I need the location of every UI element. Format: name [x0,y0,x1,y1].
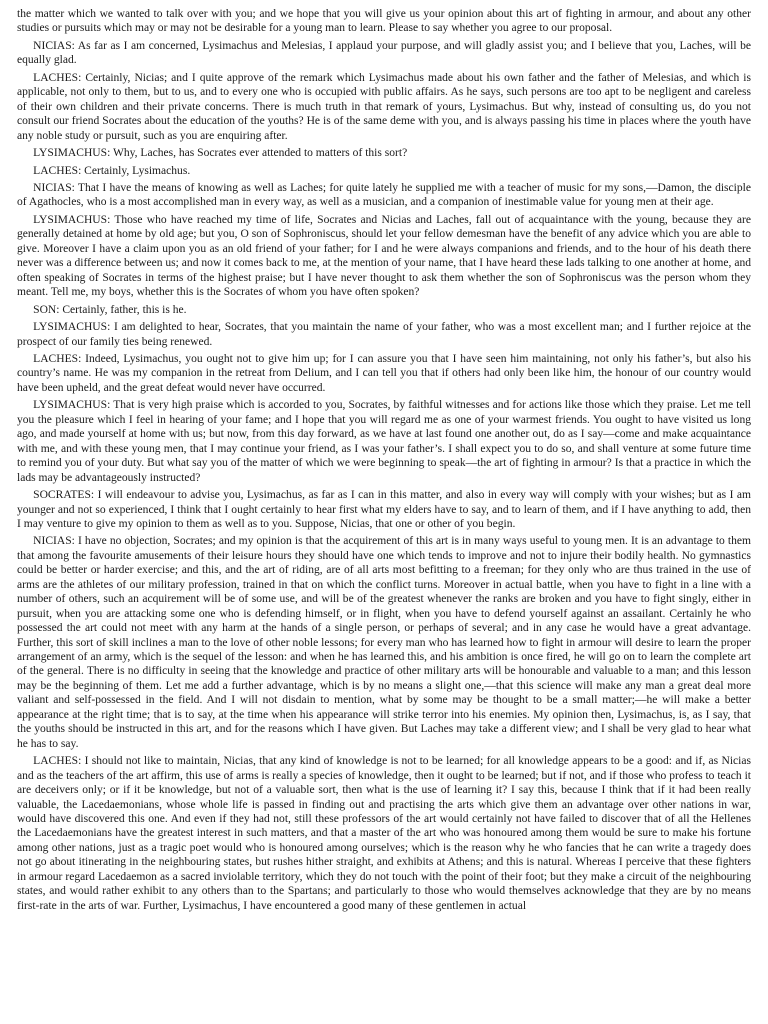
speaker-name: LYSIMACHUS: [33,147,111,160]
speaker-name: LACHES: [33,352,82,365]
paragraph-text: That I have the means of knowing as well as Laches; for quite lately he supplied me with a teacher of music for my sons,—Damon, the disciple of Agathocles, who is a most accomplished man in every way, as well as a musician, and a companion of inestimable value for young men at their age. [17,181,751,209]
paragraph-text: I will endeavour to advise you, Lysimachus, as far as I can in this matter, and also in every way will comply with your wishes; but as I am younger and not so experienced, I think that I ought certainly to hear first what my elders have to say, and to learn of them, and if I have anything to add, then I may venture to give my opinion to them as well as to you. Suppose, Nicias, that one or other of you begin. [17,489,752,530]
dialogue-paragraph [17,39,751,68]
dialogue-paragraph [17,164,751,178]
dialogue-paragraph [17,754,751,913]
dialogue-paragraph [17,352,751,395]
paragraph-text: Those who have reached my time of life, Socrates and Nicias and Laches, fall out of acquaintance with the young, because they are generally detained at home by old age; but you, O son of Sophroniscus, should let your fellow demesman have the benefit of any advice which you are able to give. Moreover I have a claim upon you as an old friend of your father; for I and he were always companions and friends, and to the hour of his death there never was a difference between us; and now it comes back to me, at the mention of your name, that I have heard these lads talking to one another at home, and often speaking of Socrates in terms of the highest praise; but I have never thought to ask them whether the son of Sophroniscus was the person whom they meant. Tell me, my boys, whether this is the Socrates of whom you have often spoken? [17,213,751,299]
paragraph-text: the matter which we wanted to talk over with you; and we hope that you will give us your opinion about this art of fighting in armour, and about any other studies or pursuits which may or may not be desirable for a young man to learn. Please to say whether you agree to our proposal. [17,8,751,35]
dialogue-paragraph [17,398,751,485]
dialogue-paragraph [17,320,751,349]
speaker-name: NICIAS: [33,39,75,52]
speaker-name: NICIAS: [33,535,75,548]
speaker-name: LACHES: [33,755,82,768]
speaker-name: LYSIMACHUS: [33,321,111,334]
dialogue-paragraph [17,303,751,317]
dialogue-paragraph [17,213,751,300]
dialogue-paragraph [17,181,751,210]
paragraph-text: As far as I am concerned, Lysimachus and Melesias, I applaud your purpose, and will gladly assist you; and I believe that you, Laches, will be equally glad. [17,39,752,67]
dialogue-paragraph [17,534,751,751]
paragraph-text: Certainly, Lysimachus. [84,164,191,177]
paragraph-text: I should not like to maintain, Nicias, that any kind of knowledge is not to be learned; for all knowledge appears to be a good: and if, as Nicias and as the teachers of the art affirm, this use of arms is really a species of knowledge, then it ought to be learned; but if not, and if those who profess to teach it are deceivers only; or if it be knowledge, but not of a valuable sort, then what is the use of learning it? I say this, because I think that if it had been really valuable, the Lacedaemonians, whose whole life is passed in finding out and practising the arts which give them an advantage over other nations in war, would have discovered this one. And even if they had not, still these professors of the art would certainly not have failed to discover that of all the Hellenes the Lacedaemonians have the greatest interest in such matters, and that a master of the art who was honoured among them would be sure to make his fortune among other nations, just as a tragic poet would who is honoured among ourselves; which is the reason why he who fancies that he can write a tragedy does not go about itinerating in the neighbouring states, but rushes hither straight, and exhibits at Athens; and this is natural. Whereas I perceive that these fighters in armour regard Lacedaemon as a sacred inviolable territory, which they do not touch with the point of their foot; but they make a circuit of the neighbouring states, and would rather exhibit to any others than to the Spartans; and particularly to those who would themselves acknowledge that they are by no means first-rate in the arts of war. Further, Lysimachus, I have encountered a good many of these gentlemen in actual [17,755,751,912]
paragraph-text: That is very high praise which is accorded to you, Socrates, by faithful witnesses and for actions like those which they praise. Let me tell you the pleasure which I feel in hearing of your fame; and I hope that you will regard me as one of your warmest friends. You ought to have visited us long ago, and made yourself at home with us; but now, from this day forward, as we have at last found one another out, do as I say—come and make acquaintance with me, and with these young men, that I may continue your friend, as I was your father’s. I shall expect you to do so, and shall venture at some future time to remind you of your duty. But what say you of the matter of which we were beginning to speak—the art of fighting in armour? Is that a practice in which the lads may be advantageously instructed? [17,399,751,484]
paragraph-text: Why, Laches, has Socrates ever attended to matters of this sort? [112,147,408,160]
paragraph-text: Certainly, father, this is he. [62,303,187,316]
speaker-name: LACHES: [33,164,82,177]
speaker-name: LYSIMACHUS: [33,213,111,226]
speaker-name: LACHES: [33,71,82,84]
paragraph-text: I have no objection, Socrates; and my opinion is that the acquirement of this art is in many ways useful to young men. It is an advantage to them that among the favourite amusements of their leisure hours they should have one which tends to improve and not to injure their bodily health. No gymnastics could be better or harder exercise; and this, and the art of riding, are of all arts most befitting to a freeman; for they only who are thus trained in the use of arms are the athletes of our military profession, trained in that on which the conflict turns. Moreover in actual battle, when you have to fight in a line with a number of others, such an acquirement will be of some use, and will be of the greatest whenever the ranks are broken and you have to fight singly, either in pursuit, when you are attacking some one who is defending himself, or in flight, when you have to defend yourself against an assailant. Certainly he who possessed the art could not meet with any harm at the hands of a single person, or perhaps of several; and in any case he would have a great advantage. Further, this sort of skill inclines a man to the love of other noble lessons; for every man who has learned how to fight in armour will desire to learn the proper arrangement of an army, which is the sequel of the lesson: and when he has learned this, and his ambition is once fired, he will go on to learn the complete art of the general. There is no difficulty in seeing that the knowledge and practice of other military arts will be honourable and valuable to a man; and this lesson may be the beginning of them. Let me add a further advantage, which is by no means a slight one,—that this science will make any man a great deal more valiant and self-possessed in the field. And I will not disdain to mention, what by some may be thought to be a small matter;—he will make a better appearance at the right time; that is to say, at the time when his appearance will strike terror into his enemies. My opinion then, Lysimachus, is, as I say, that the youths should be instructed in this art, and for the reasons which I have given. But Laches may take a different view; and I shall be very glad to hear what he has to say. [17,535,751,750]
dialogue-paragraph [17,71,751,143]
paragraph-text: I am delighted to hear, Socrates, that you maintain the name of your father, who was a most excellent man; and I further rejoice at the prospect of our family ties being renewed. [17,321,751,348]
paragraph-text: Certainly, Nicias; and I quite approve of the remark which Lysimachus made about his own father and the father of Melesias, and which is applicable, not only to them, but to us, and to every one who is occupied with public affairs. As he says, such persons are too apt to be negligent and careless of their own children and their private concerns. There is much truth in that remark of yours, Lysimachus. But why, instead of consulting us, do you not consult our friend Socrates about the education of the youths? He is of the same deme with you, and is always passing his time in places where the youth have any noble study or pursuit, such as you are enquiring after. [17,71,752,142]
speaker-name: SOCRATES: [33,489,95,502]
paragraph-text: Indeed, Lysimachus, you ought not to give him up; for I can assure you that I have seen him maintaining, not only his father’s, but also his country’s name. He was my companion in the retreat from Delium, and I can tell you that if others had only been like him, the honour of our country would have been upheld, and the great defeat would never have occurred. [17,352,751,394]
dialogue-paragraph [17,146,751,160]
speaker-name: LYSIMACHUS: [33,399,111,412]
dialogue-paragraph [17,488,751,531]
dialogue-paragraph [17,7,751,36]
speaker-name: SON: [33,303,60,316]
speaker-name: NICIAS: [33,181,75,194]
